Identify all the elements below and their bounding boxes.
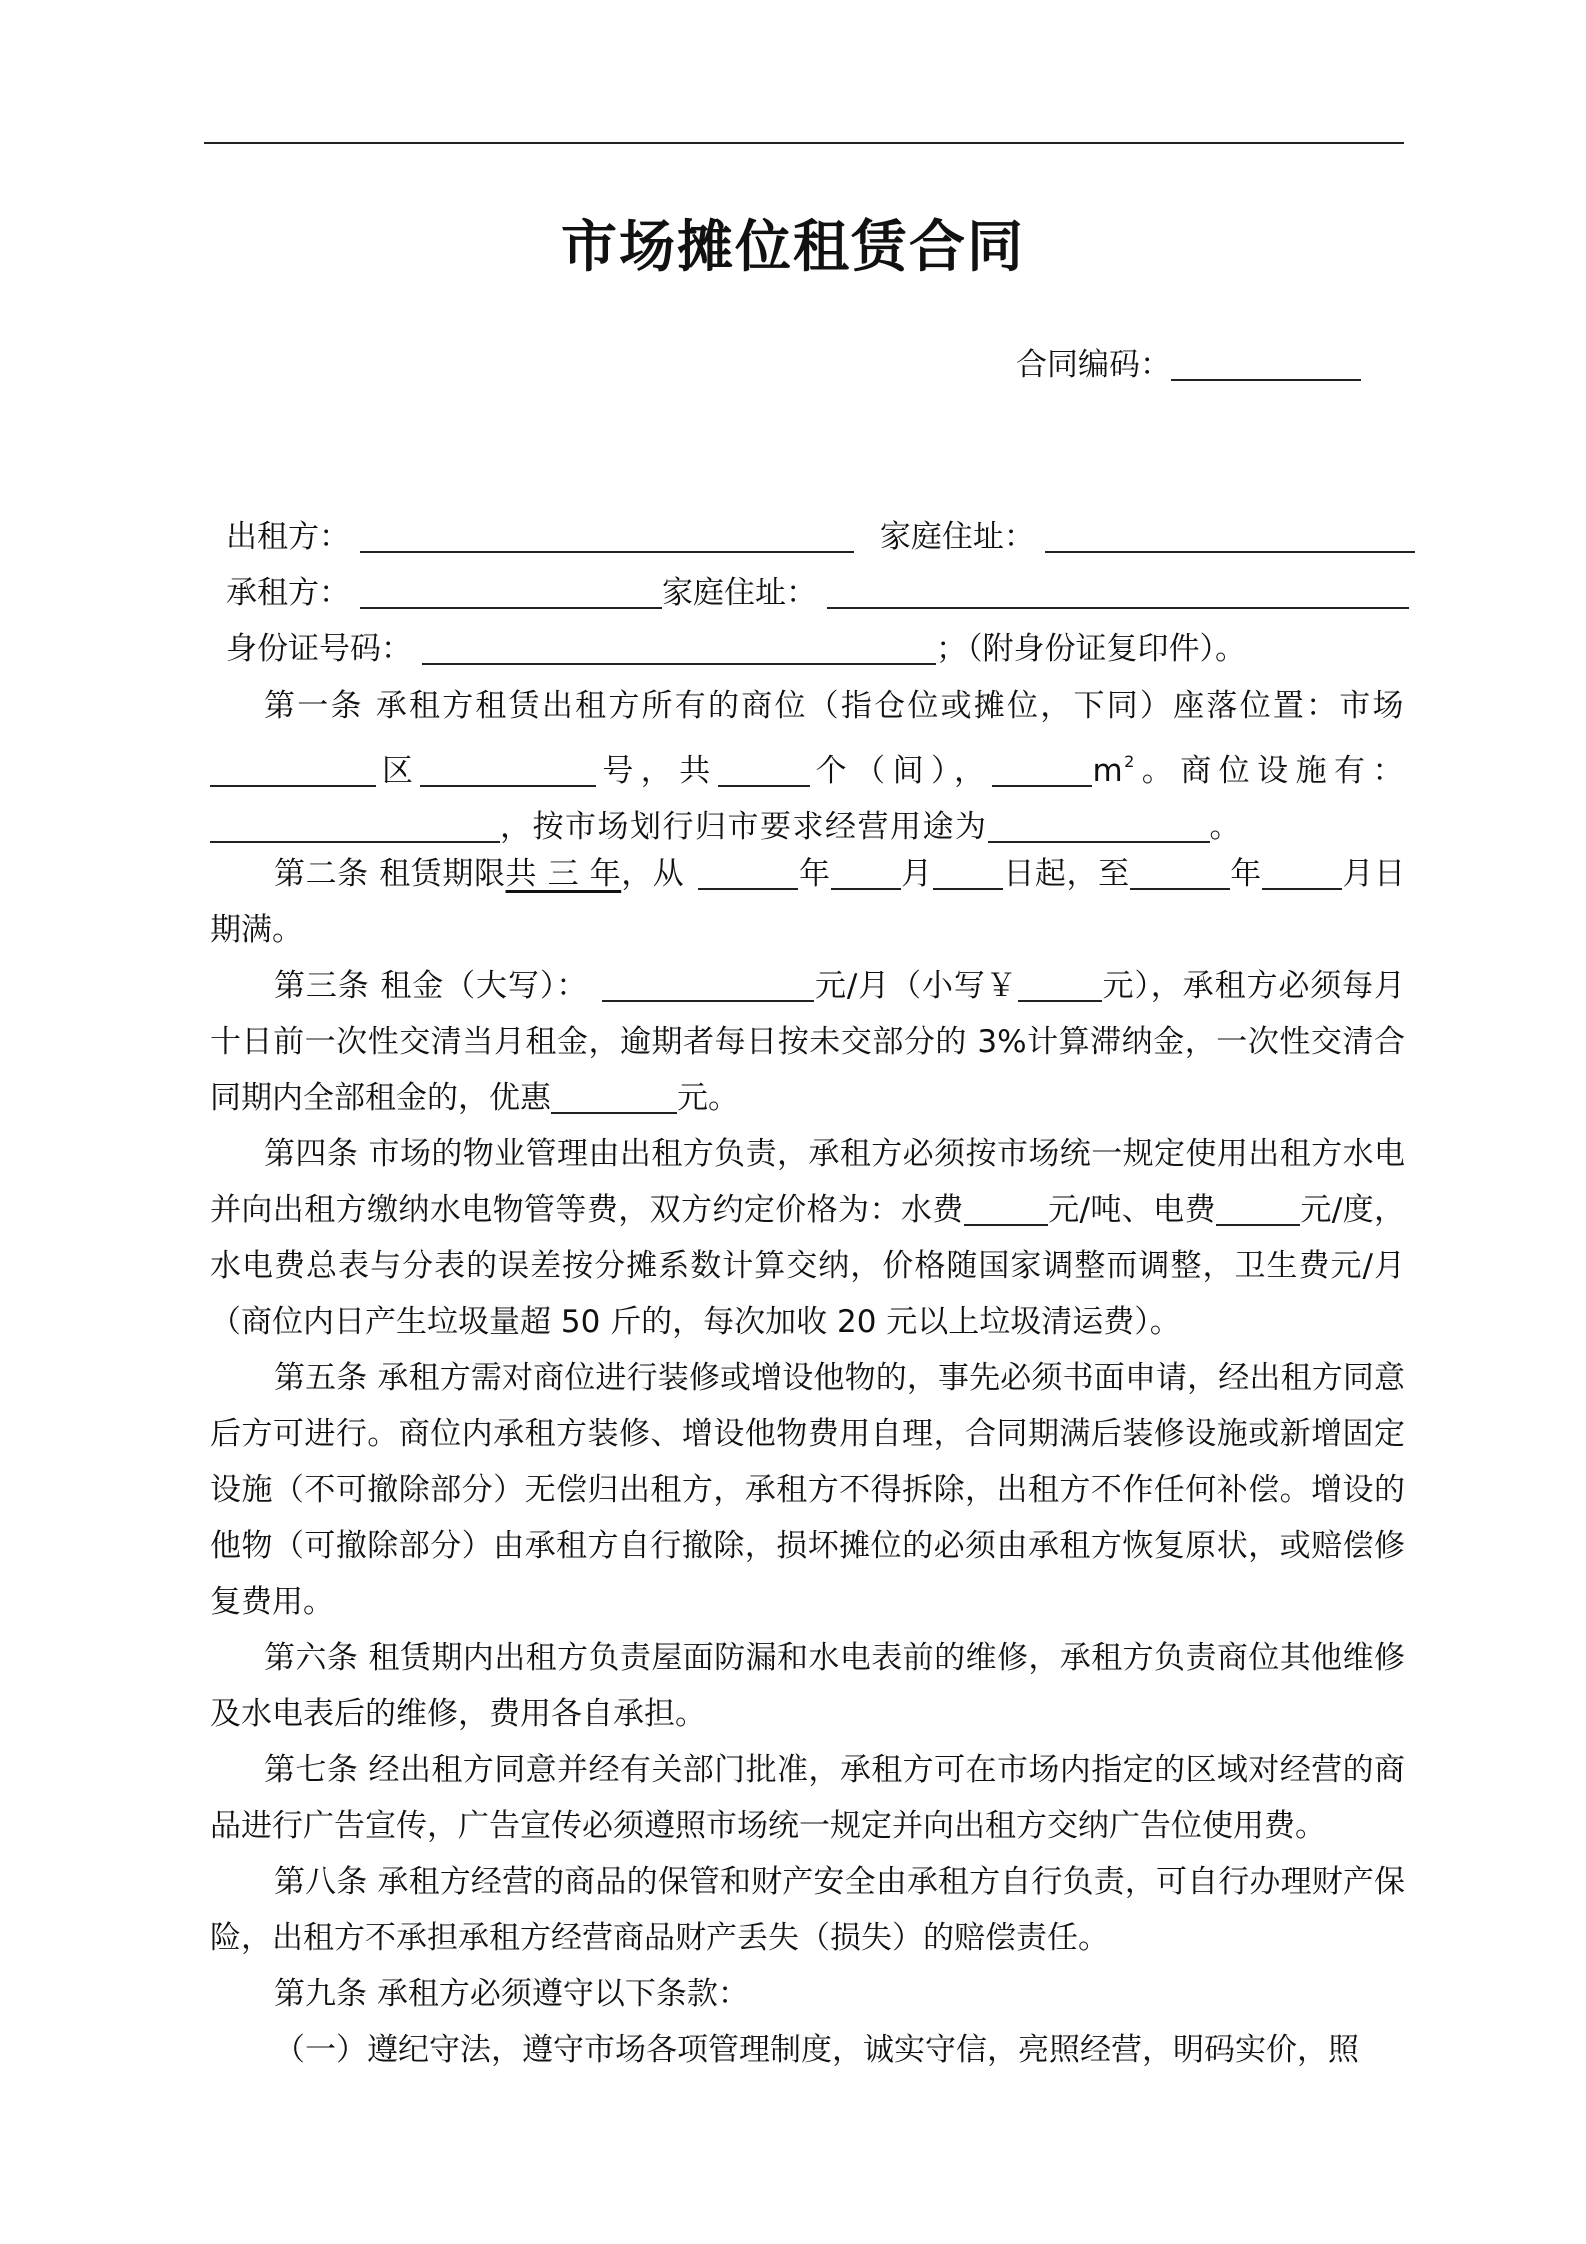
lessor-label: 出租方： bbox=[226, 519, 350, 555]
article-1-text-unit: m bbox=[1092, 753, 1125, 789]
article-3-blank-rent-upper bbox=[602, 966, 814, 1002]
article-2-text-h: 日期满。 bbox=[210, 856, 1406, 948]
lessee-label: 承租方： bbox=[226, 575, 350, 611]
article-2-blank-start-day bbox=[933, 854, 1003, 890]
article-4-blank-electricity bbox=[1216, 1190, 1300, 1226]
article-3-blank-discount bbox=[551, 1078, 677, 1114]
lessor-blank bbox=[360, 517, 854, 553]
article-3-text-b: 元/月（小写￥ bbox=[814, 968, 1018, 1004]
article-2-text-c: 年 bbox=[798, 856, 831, 892]
article-1-text-h: 。 bbox=[1209, 809, 1242, 845]
article-3-text-c: 元），承租方必须每月十日前一次性交清当月租金，逾期者每日按未交部分的 3%计算滞纳金，一次性交清合同期内全部租金的，优惠 bbox=[210, 968, 1405, 1116]
document-title: 市场摊位租赁合同 bbox=[561, 215, 1025, 280]
article-1-blank-usage bbox=[988, 807, 1210, 843]
article-1-text-b: 区 bbox=[376, 753, 421, 789]
contract-number bbox=[1016, 340, 1361, 390]
id-blank bbox=[422, 629, 936, 665]
lessee-blank bbox=[360, 573, 662, 609]
article-2-text-f: 年 bbox=[1229, 856, 1262, 892]
article-8: 第八条 承租方经营的商品的保管和财产安全由承租方自行负责，可自行办理财产保险，出租方不承担承租方经营商品财产丢失（损失）的赔偿责任。 bbox=[210, 1864, 1405, 1956]
article-2-blank-end-year bbox=[1130, 854, 1230, 890]
article-4-text-a: 第四条 市场的物业管理由出租方负责，承租方必须按市场统一规定使用出租方水电并向出租方缴纳水电物管等费，双方约定价格为：水费 bbox=[210, 1136, 1405, 1228]
article-1-text-d: 个（间）， bbox=[809, 753, 993, 789]
header-rule bbox=[204, 142, 1404, 144]
article-9-item-1: （一）遵纪守法，遵守市场各项管理制度，诚实守信，亮照经营，明码实价，照 bbox=[274, 2032, 1359, 2068]
article-4-blank-water bbox=[964, 1190, 1048, 1226]
lessor-address-blank bbox=[1045, 517, 1415, 553]
article-3 bbox=[210, 958, 1405, 1126]
article-2-text-d: 月 bbox=[900, 856, 933, 892]
lessor-address-label: 家庭住址： bbox=[879, 519, 1035, 555]
article-2-text-e: 日起，至 bbox=[1002, 856, 1130, 892]
article-6: 第六条 租赁期内出租方负责屋面防漏和水电表前的维修，承租方负责商位其他维修及水电表后的维修，费用各自承担。 bbox=[210, 1640, 1405, 1732]
article-2-text-g: 月 bbox=[1341, 856, 1375, 892]
article-3-text-d: 元。 bbox=[677, 1080, 739, 1116]
lessee-address-blank bbox=[827, 573, 1409, 609]
article-1-blank-facilities bbox=[210, 807, 500, 843]
id-note: ；（附身份证复印件）。 bbox=[936, 631, 1246, 667]
article-4 bbox=[210, 1126, 1405, 1350]
id-line bbox=[226, 624, 1246, 674]
contract-number-blank bbox=[1171, 345, 1361, 381]
article-2-blank-start-year bbox=[698, 854, 798, 890]
article-1-blank-zone bbox=[420, 751, 596, 787]
article-1-blank-area bbox=[992, 751, 1092, 787]
article-1-text-g: ，按市场划行归市要求经营用途为 bbox=[500, 809, 988, 845]
contract-number-label: 合同编码： bbox=[1016, 347, 1171, 383]
lessee-address-label: 家庭住址： bbox=[662, 575, 817, 611]
id-label: 身份证号码： bbox=[226, 631, 412, 667]
article-2-text-a: 第二条 租赁期限 bbox=[274, 856, 506, 892]
lessor-line bbox=[226, 512, 1415, 562]
article-2-blank-end-month bbox=[1262, 854, 1342, 890]
article-1 bbox=[210, 678, 1405, 855]
article-1-blank-market bbox=[210, 751, 376, 787]
article-1-unit-superscript: 2 bbox=[1124, 752, 1136, 771]
article-2-blank-start-month bbox=[831, 854, 901, 890]
article-4-text-c: 元/度，水电费总表与分表的误差按分摊系数计算交纳，价格随国家调整而调整，卫生费元/月（商位内日产生垃圾量超 50 斤的，每次加收 20 元以上垃圾清运费）。 bbox=[210, 1192, 1405, 1340]
article-2-term: 共 三 年 bbox=[505, 856, 622, 892]
article-9: 第九条 承租方必须遵守以下条款： bbox=[274, 1976, 749, 2012]
article-3-blank-rent-lower bbox=[1018, 966, 1102, 1002]
article-3-text-a: 第三条 租金（大写）： bbox=[274, 968, 589, 1004]
article-4-text-b: 元/吨、电费 bbox=[1047, 1192, 1216, 1228]
lessee-line bbox=[226, 568, 1409, 618]
article-2 bbox=[210, 846, 1405, 958]
article-1-text-c: 号，共 bbox=[596, 753, 718, 789]
article-2-text-b: ，从 bbox=[621, 856, 685, 892]
article-7: 第七条 经出租方同意并经有关部门批准，承租方可在市场内指定的区域对经营的商品进行广告宣传，广告宣传必须遵照市场统一规定并向出租方交纳广告位使用费。 bbox=[210, 1752, 1405, 1844]
article-1-text-a: 第一条 承租方租赁出租方所有的商位（指仓位或摊位，下同）座落位置：市场 bbox=[264, 688, 1405, 724]
article-1-text-f: 。商位设施有： bbox=[1135, 753, 1405, 789]
article-5: 第五条 承租方需对商位进行装修或增设他物的，事先必须书面申请，经出租方同意后方可进行。商位内承租方装修、增设他物费用自理，合同期满后装修设施或新增固定设施（不可撤除部分）无偿归出租方，承租方不得拆除，出租方不作任何补偿。增设的他物（可撤除部分）由承租方自行撤除，损坏摊位的必须由承租方恢复原状，或赔偿修复费用。 bbox=[210, 1360, 1405, 1620]
article-1-blank-count bbox=[718, 751, 810, 787]
